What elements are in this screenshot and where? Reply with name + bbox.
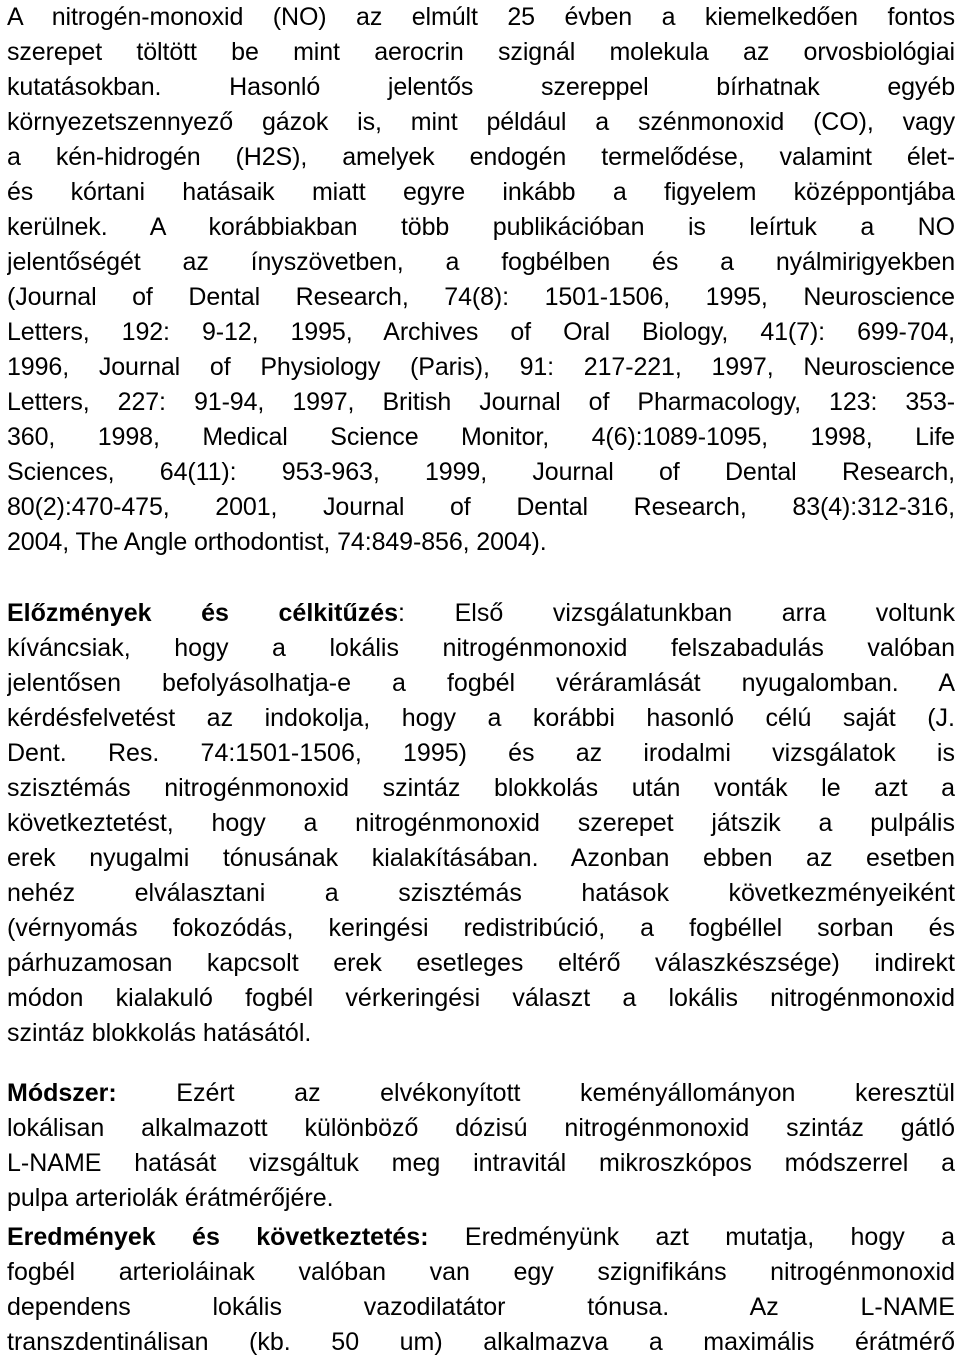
text-line: 2004, The Angle orthodontist, 74:849-856, 2004). xyxy=(7,528,547,556)
text-line: következtetést, hogy a nitrogénmonoxid szerepet játszik a pulpális xyxy=(7,809,955,837)
text-line: módon kialakuló fogbél vérkeringési választ a lokális nitrogénmonoxid xyxy=(7,984,955,1012)
text-line: jelentőségét az ínyszövetben, a fogbélben és a nyálmirigyekben xyxy=(7,248,955,276)
text-line: szisztémás nitrogénmonoxid szintáz blokkolás után vonták le azt a xyxy=(7,774,955,802)
text-line xyxy=(7,1076,955,1111)
text-line: jelentősen befolyásolhatja-e a fogbél véráramlását nyugalomban. A xyxy=(7,669,955,697)
line-text: Ezért az elvékonyított keményállományon keresztül xyxy=(116,1079,955,1107)
text-line: szerepet töltött be mint aerocrin szignál molekula az orvosbiológiai xyxy=(7,38,955,66)
text-line: kérdésfelvetést az indokolja, hogy a korábbi hasonló célú saját (J. xyxy=(7,704,955,732)
text-line: dependens lokális vazodilatátor tónusa. Az L-NAME xyxy=(7,1293,955,1321)
text-line xyxy=(7,596,955,631)
paragraph-results xyxy=(7,1220,955,1360)
text-line: kutatásokban. Hasonló jelentős szereppel bírhatnak egyéb xyxy=(7,73,955,101)
text-line xyxy=(7,1220,955,1255)
line-text: Eredményünk azt mutatja, hogy a xyxy=(428,1223,955,1251)
text-line: transzdentinálisan (kb. 50 um) alkalmazva a maximális érátmérő xyxy=(7,1328,955,1356)
paragraph-introduction xyxy=(7,0,955,560)
text-line: 1996, Journal of Physiology (Paris), 91: 217-221, 1997, Neuroscience xyxy=(7,353,955,381)
section-label: Előzmények és célkitűzés xyxy=(7,599,399,627)
section-label: Eredmények és következtetés: xyxy=(7,1223,429,1251)
text-line: Letters, 227: 91-94, 1997, British Journal of Pharmacology, 123: 353- xyxy=(7,388,955,416)
text-line: és kórtani hatásaik miatt egyre inkább a figyelem középpontjába xyxy=(7,178,955,206)
label-colon: : xyxy=(398,599,405,627)
text-line: kerülnek. A korábbiakban több publikációban is leírtuk a NO xyxy=(7,213,955,241)
text-line: (Journal of Dental Research, 74(8): 1501-1506, 1995, Neuroscience xyxy=(7,283,955,311)
text-line: kíváncsiak, hogy a lokális nitrogénmonoxid felszabadulás valóban xyxy=(7,634,955,662)
text-line: a kén-hidrogén (H2S), amelyek endogén termelődése, valamint élet- xyxy=(7,143,955,171)
text-line: 80(2):470-475, 2001, Journal of Dental Research, 83(4):312-316, xyxy=(7,493,955,521)
text-line: A nitrogén-monoxid (NO) az elmúlt 25 évben a kiemelkedően fontos xyxy=(7,3,955,31)
text-line: L-NAME hatását vizsgáltuk meg intravitál mikroszkópos módszerrel a xyxy=(7,1149,955,1177)
text-line: erek nyugalmi tónusának kialakításában. Azonban ebben az esetben xyxy=(7,844,955,872)
text-line: (vérnyomás fokozódás, keringési redistribúció, a fogbéllel sorban és xyxy=(7,914,955,942)
section-label: Módszer: xyxy=(7,1079,117,1107)
text-line: Sciences, 64(11): 953-963, 1999, Journal of Dental Research, xyxy=(7,458,955,486)
text-line: nehéz elválasztani a szisztémás hatások következményeiként xyxy=(7,879,955,907)
text-line: Dent. Res. 74:1501-1506, 1995) és az irodalmi vizsgálatok is xyxy=(7,739,955,767)
text-line: 360, 1998, Medical Science Monitor, 4(6):1089-1095, 1998, Life xyxy=(7,423,955,451)
text-line: Letters, 192: 9-12, 1995, Archives of Oral Biology, 41(7): 699-704, xyxy=(7,318,955,346)
line-text: Első vizsgálatunkban arra voltunk xyxy=(404,599,955,627)
text-line: lokálisan alkalmazott különböző dózisú nitrogénmonoxid szintáz gátló xyxy=(7,1114,955,1142)
text-line: pulpa arteriolák érátmérőjére. xyxy=(7,1184,334,1212)
paragraph-background-aims xyxy=(7,596,955,1051)
text-line: párhuzamosan kapcsolt erek esetleges eltérő válaszkészsége) indirekt xyxy=(7,949,955,977)
text-line: szintáz blokkolás hatásától. xyxy=(7,1019,312,1047)
text-line: környezetszennyező gázok is, mint például a szénmonoxid (CO), vagy xyxy=(7,108,955,136)
paragraph-methods xyxy=(7,1076,955,1216)
text-line: fogbél arterioláinak valóban van egy szignifikáns nitrogénmonoxid xyxy=(7,1258,955,1286)
